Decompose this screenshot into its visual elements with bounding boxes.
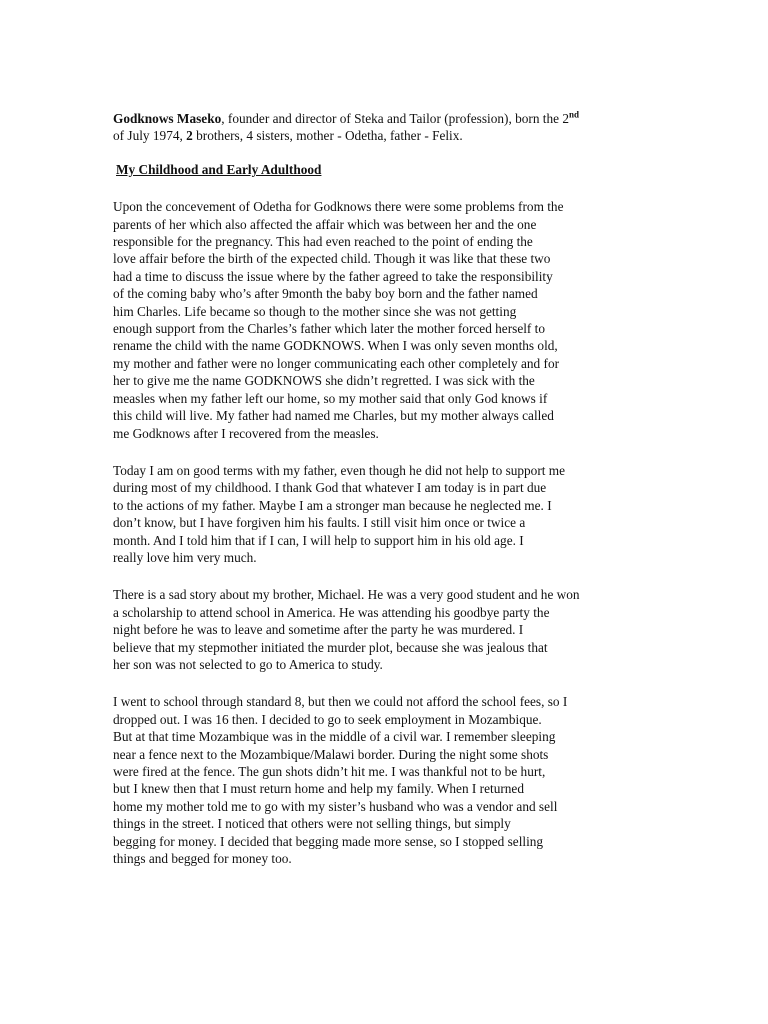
- paragraph-line: love affair before the birth of the expected child. Though it was like that these two: [113, 251, 551, 267]
- intro-text-1: , founder and director of Steka and Tailor (profession), born the 2: [221, 111, 570, 126]
- paragraph-line: don’t know, but I have forgiven him his faults. I still visit him once or twice a: [113, 515, 526, 531]
- paragraph-line: rename the child with the name GODKNOWS. When I was only seven months old,: [113, 338, 558, 354]
- paragraph-line: month. And I told him that if I can, I will help to support him in his old age. I: [113, 532, 524, 548]
- intro-text-2: of July 1974,: [113, 128, 187, 144]
- paragraph-line: There is a sad story about my brother, Michael. He was a very good student and he won: [113, 587, 580, 603]
- paragraph-line: to the actions of my father. Maybe I am a stronger man because he neglected me. I: [113, 497, 552, 513]
- document-body: [113, 110, 648, 887]
- paragraph-line: were fired at the fence. The gun shots didn’t hit me. I was thankful not to be hurt,: [113, 764, 546, 779]
- paragraph-line: responsible for the pregnancy. This had even reached to the point of ending the: [113, 234, 533, 250]
- paragraph-line: begging for money. I decided that begging made more sense, so I stopped selling: [113, 833, 544, 849]
- paragraph-line: dropped out. I was 16 then. I decided to go to seek employment in Mozambique.: [113, 711, 542, 727]
- paragraph-line: during most of my childhood. I thank God that whatever I am today is in part due: [113, 480, 547, 496]
- intro-text-3: brothers, 4 sisters, mother - Odetha, father - Felix.: [192, 128, 463, 144]
- paragraph-line: believe that my stepmother initiated the murder plot, because she was jealous that: [113, 639, 548, 655]
- body-paragraph: [113, 198, 648, 442]
- paragraph-line: of the coming baby who’s after 9month the baby boy born and the father named: [113, 286, 538, 302]
- body-paragraphs: [113, 198, 648, 867]
- paragraph-line: near a fence next to the Mozambique/Malawi border. During the night some shots: [113, 746, 549, 762]
- body-paragraph: [113, 462, 648, 566]
- paragraph-line: but I knew then that I must return home and help my family. When I returned: [113, 781, 524, 797]
- body-paragraph: [113, 586, 648, 673]
- paragraph-line: enough support from the Charles’s father which later the mother forced herself to: [113, 321, 546, 337]
- section-heading: My Childhood and Early Adulthood: [116, 161, 322, 177]
- paragraph-line: this child will live. My father had named me Charles, but my mother always called: [113, 408, 554, 424]
- author-name: Godknows Maseko: [113, 111, 222, 126]
- paragraph-line: had a time to discuss the issue where by the father agreed to take the responsibility: [113, 268, 553, 284]
- paragraph-line: me Godknows after I recovered from the measles.: [113, 425, 379, 441]
- paragraph-line: parents of her which also affected the affair which was between her and the one: [113, 216, 537, 232]
- paragraph-line: her son was not selected to go to America to study.: [113, 656, 383, 672]
- paragraph-line: things in the street. I noticed that others were not selling things, but simply: [113, 816, 511, 832]
- paragraph-line: Upon the concevement of Odetha for Godknows there were some problems from the: [113, 199, 564, 215]
- paragraph-line: But at that time Mozambique was in the middle of a civil war. I remember sleeping: [113, 729, 556, 745]
- intro-paragraph: [113, 110, 648, 145]
- paragraph-line: Today I am on good terms with my father, even though he did not help to support me: [113, 462, 566, 478]
- brothers-count: 2: [186, 128, 193, 144]
- intro-line-2: [113, 127, 648, 144]
- paragraph-line: home my mother told me to go with my sister’s husband who was a vendor and sell: [113, 798, 558, 814]
- paragraph-line: things and begged for money too.: [113, 851, 292, 867]
- paragraph-line: a scholarship to attend school in America. He was attending his goodbye party the: [113, 604, 550, 620]
- paragraph-line: him Charles. Life became so though to the mother since she was not getting: [113, 303, 517, 319]
- paragraph-line: measles when my father left our home, so my mother said that only God knows if: [113, 390, 548, 406]
- paragraph-line: her to give me the name GODKNOWS she didn’t regretted. I was sick with the: [113, 373, 535, 389]
- paragraph-line: really love him very much.: [113, 549, 257, 565]
- paragraph-line: night before he was to leave and sometime after the party he was murdered. I: [113, 622, 524, 638]
- date-ordinal-superscript: nd: [569, 109, 580, 120]
- body-paragraph: [113, 693, 648, 867]
- paragraph-line: my mother and father were no longer communicating each other completely and for: [113, 355, 560, 371]
- paragraph-line: I went to school through standard 8, but then we could not afford the school fees, so I: [113, 694, 568, 710]
